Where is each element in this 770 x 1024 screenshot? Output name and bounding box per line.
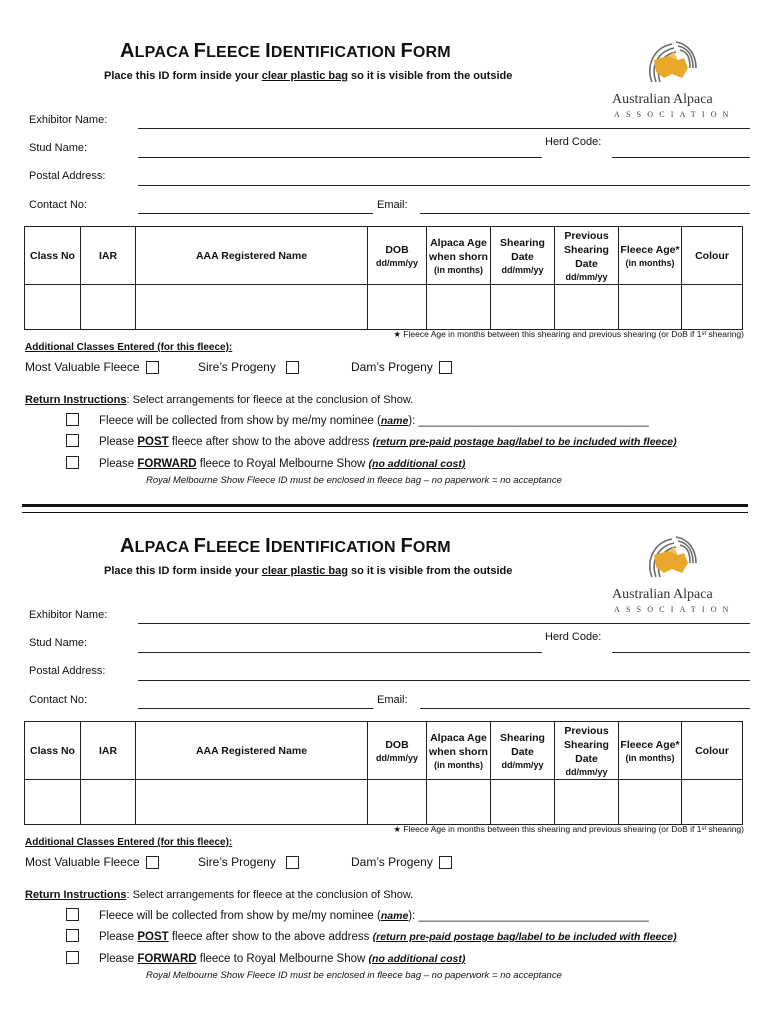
col-aaa-name: AAA Registered Name — [136, 227, 368, 285]
sires-option: Sire’s Progeny — [198, 855, 299, 869]
stud-label: Stud Name: — [29, 142, 88, 154]
table-row — [25, 285, 743, 330]
dams-checkbox[interactable] — [439, 856, 452, 869]
cell-aaa-name[interactable] — [136, 285, 368, 330]
cell-dob[interactable] — [368, 285, 427, 330]
post-checkbox[interactable] — [66, 929, 79, 942]
mvf-checkbox[interactable] — [146, 856, 159, 869]
table-row — [25, 780, 743, 825]
col-class-no: Class No — [25, 227, 81, 285]
form-subtitle: Place this ID form inside your clear plastic bag so it is visible from the outside — [104, 70, 513, 82]
cell-class-no[interactable] — [25, 780, 81, 825]
cell-shearing-date[interactable] — [491, 780, 555, 825]
forward-note: Royal Melbourne Show Fleece ID must be enclosed in fleece bag – no paperwork = no acceptance — [146, 970, 562, 981]
cell-fleece-age[interactable] — [619, 285, 682, 330]
cell-fleece-age[interactable] — [619, 780, 682, 825]
col-alpaca-age: Alpaca Age when shorn (in months) — [427, 722, 491, 780]
cell-iar[interactable] — [81, 780, 136, 825]
post-checkbox[interactable] — [66, 434, 79, 447]
logo-subtext: ASSOCIATION — [614, 605, 735, 614]
col-iar: IAR — [81, 722, 136, 780]
col-colour: Colour — [682, 227, 743, 285]
return-option-forward: Please FORWARD fleece to Royal Melbourne Show (no additional cost) — [99, 458, 466, 470]
exhibitor-field[interactable] — [138, 623, 750, 624]
logo-subtext: ASSOCIATION — [614, 110, 735, 119]
postal-field[interactable] — [138, 185, 750, 186]
additional-classes-heading: Additional Classes Entered (for this fleece): — [25, 837, 233, 848]
stud-field[interactable] — [138, 157, 542, 158]
logo-text: Australian Alpaca — [612, 92, 713, 107]
exhibitor-label: Exhibitor Name: — [29, 114, 108, 126]
return-option-forward: Please FORWARD fleece to Royal Melbourne Show (no additional cost) — [99, 953, 466, 965]
aaa-logo — [612, 38, 735, 119]
col-dob: DOB dd/mm/yy — [368, 227, 427, 285]
form-subtitle: Place this ID form inside your clear plastic bag so it is visible from the outside — [104, 565, 513, 577]
form-title: ALPACA FLEECE IDENTIFICATION FORM — [120, 535, 451, 557]
dams-checkbox[interactable] — [439, 361, 452, 374]
col-colour: Colour — [682, 722, 743, 780]
sires-checkbox[interactable] — [286, 856, 299, 869]
forward-note: Royal Melbourne Show Fleece ID must be enclosed in fleece bag – no paperwork = no acceptance — [146, 475, 562, 486]
aaa-logo — [612, 533, 735, 614]
email-field[interactable] — [420, 708, 750, 709]
herd-code-field[interactable] — [612, 652, 750, 653]
contact-label: Contact No: — [29, 694, 88, 706]
sires-option: Sire’s Progeny — [198, 360, 299, 374]
alpaca-logo-icon — [638, 533, 700, 585]
sires-checkbox[interactable] — [286, 361, 299, 374]
contact-field[interactable] — [138, 708, 373, 709]
mvf-checkbox[interactable] — [146, 361, 159, 374]
alpaca-logo-icon — [638, 38, 700, 90]
col-alpaca-age: Alpaca Age when shorn (in months) — [427, 227, 491, 285]
postal-field[interactable] — [138, 680, 750, 681]
dams-option: Dam’s Progeny — [351, 360, 452, 374]
form-copy-top — [0, 0, 770, 500]
email-label: Email: — [377, 199, 408, 211]
return-option-post: Please POST fleece after show to the above address (return pre-paid postage bag/label to be included with fleece) — [99, 436, 677, 448]
additional-classes-heading: Additional Classes Entered (for this fleece): — [25, 342, 233, 353]
cell-shearing-date[interactable] — [491, 285, 555, 330]
col-aaa-name: AAA Registered Name — [136, 722, 368, 780]
herd-code-label: Herd Code: — [545, 631, 602, 643]
mvf-option: Most Valuable Fleece — [25, 360, 159, 374]
email-label: Email: — [377, 694, 408, 706]
contact-label: Contact No: — [29, 199, 88, 211]
fleece-form — [0, 495, 770, 985]
return-option-collect: Fleece will be collected from show by me/my nominee (name): ____________________________________ — [99, 415, 649, 427]
postal-label: Postal Address: — [29, 665, 106, 677]
col-shearing-date: Shearing Date dd/mm/yy — [491, 227, 555, 285]
col-fleece-age: Fleece Age* (in months) — [619, 722, 682, 780]
herd-code-label: Herd Code: — [545, 136, 602, 148]
stud-label: Stud Name: — [29, 637, 88, 649]
col-dob: DOB dd/mm/yy — [368, 722, 427, 780]
col-iar: IAR — [81, 227, 136, 285]
cell-dob[interactable] — [368, 780, 427, 825]
return-option-collect: Fleece will be collected from show by me/my nominee (name): ____________________________________ — [99, 910, 649, 922]
logo-text: Australian Alpaca — [612, 587, 713, 602]
fleece-table — [24, 721, 743, 825]
cell-previous-shearing[interactable] — [555, 780, 619, 825]
herd-code-field[interactable] — [612, 157, 750, 158]
table-header-row — [25, 722, 743, 780]
col-class-no: Class No — [25, 722, 81, 780]
postal-label: Postal Address: — [29, 170, 106, 182]
exhibitor-label: Exhibitor Name: — [29, 609, 108, 621]
fleece-age-note: ★ Fleece Age in months between this shearing and previous shearing (or DoB if 1ˢᵗ shearing) — [393, 329, 744, 339]
table-header-row — [25, 227, 743, 285]
col-previous-shearing: Previous Shearing Date dd/mm/yy — [555, 227, 619, 285]
forward-checkbox[interactable] — [66, 456, 79, 469]
return-instructions: Return Instructions: Select arrangements for fleece at the conclusion of Show. — [25, 394, 414, 406]
cell-alpaca-age[interactable] — [427, 780, 491, 825]
form-copy-bottom — [0, 495, 770, 995]
cell-colour[interactable] — [682, 285, 743, 330]
col-previous-shearing: Previous Shearing Date dd/mm/yy — [555, 722, 619, 780]
forward-checkbox[interactable] — [66, 951, 79, 964]
cell-previous-shearing[interactable] — [555, 285, 619, 330]
exhibitor-field[interactable] — [138, 128, 750, 129]
contact-field[interactable] — [138, 213, 373, 214]
form-title: ALPACA FLEECE IDENTIFICATION FORM — [120, 40, 451, 62]
fleece-age-note: ★ Fleece Age in months between this shearing and previous shearing (or DoB if 1ˢᵗ shearing) — [393, 824, 744, 834]
cell-colour[interactable] — [682, 780, 743, 825]
cell-class-no[interactable] — [25, 285, 81, 330]
dams-option: Dam’s Progeny — [351, 855, 452, 869]
email-field[interactable] — [420, 213, 750, 214]
cell-aaa-name[interactable] — [136, 780, 368, 825]
cell-iar[interactable] — [81, 285, 136, 330]
mvf-option: Most Valuable Fleece — [25, 855, 159, 869]
collect-checkbox[interactable] — [66, 908, 79, 921]
fleece-form — [0, 0, 770, 490]
col-shearing-date: Shearing Date dd/mm/yy — [491, 722, 555, 780]
stud-field[interactable] — [138, 652, 542, 653]
return-instructions: Return Instructions: Select arrangements for fleece at the conclusion of Show. — [25, 889, 414, 901]
collect-checkbox[interactable] — [66, 413, 79, 426]
cell-alpaca-age[interactable] — [427, 285, 491, 330]
fleece-table — [24, 226, 743, 330]
col-fleece-age: Fleece Age* (in months) — [619, 227, 682, 285]
return-option-post: Please POST fleece after show to the above address (return pre-paid postage bag/label to be included with fleece) — [99, 931, 677, 943]
